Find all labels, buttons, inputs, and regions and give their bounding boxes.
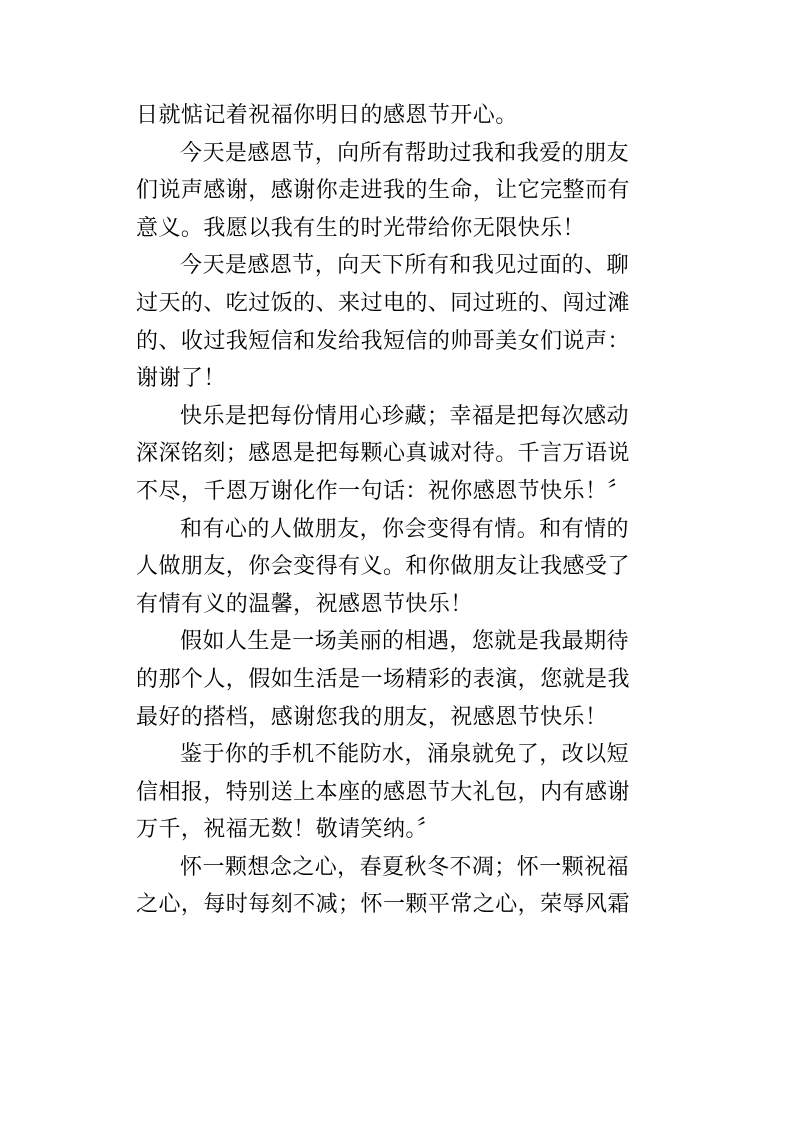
text-line: 不尽，千恩万谢化作一句话：祝你感恩节快乐！〞 bbox=[136, 478, 630, 504]
text-line: 鉴于你的手机不能防水，涌泉就免了，改以短 bbox=[180, 742, 630, 768]
text-line: 谢谢了！ bbox=[136, 366, 226, 392]
text-line: 怀一颗想念之心，春夏秋冬不凋；怀一颗祝福 bbox=[180, 854, 630, 880]
text-line: 今天是感恩节，向所有帮助过我和我爱的朋友 bbox=[180, 140, 630, 166]
text-line: 的、收过我短信和发给我短信的帅哥美女们说声： bbox=[136, 328, 630, 354]
text-line: 人做朋友，你会变得有义。和你做朋友让我感受了 bbox=[136, 554, 630, 580]
text-line: 假如人生是一场美丽的相遇，您就是我最期待 bbox=[180, 629, 630, 655]
text-line: 信相报，特别送上本座的感恩节大礼包，内有感谢 bbox=[136, 779, 630, 805]
text-line: 过天的、吃过饭的、来过电的、同过班的、闯过滩 bbox=[136, 290, 630, 316]
text-line: 日就惦记着祝福你明日的感恩节开心。 bbox=[136, 103, 518, 128]
text-line: 们说声感谢，感谢你走进我的生命，让它完整而有 bbox=[136, 178, 630, 204]
text-line: 最好的搭档，感谢您我的朋友，祝感恩节快乐！ bbox=[136, 704, 608, 730]
text-line: 快乐是把每份情用心珍藏；幸福是把每次感动 bbox=[180, 403, 630, 429]
text-line: 万千，祝福无数！敬请笑纳。〞 bbox=[136, 817, 440, 843]
text-line: 有情有义的温馨，祝感恩节快乐！ bbox=[136, 591, 473, 617]
text-line: 的那个人，假如生活是一场精彩的表演，您就是我 bbox=[136, 666, 630, 692]
body-text bbox=[136, 97, 676, 924]
text-line: 之心，每时每刻不减；怀一颗平常之心，荣辱风霜 bbox=[136, 892, 630, 918]
text-line: 意义。我愿以我有生的时光带给你无限快乐！ bbox=[136, 215, 586, 241]
text-line: 今天是感恩节，向天下所有和我见过面的、聊 bbox=[180, 253, 630, 279]
text-line: 和有心的人做朋友，你会变得有情。和有情的 bbox=[180, 516, 630, 542]
text-line: 深深铭刻；感恩是把每颗心真诚对待。千言万语说 bbox=[136, 441, 630, 467]
